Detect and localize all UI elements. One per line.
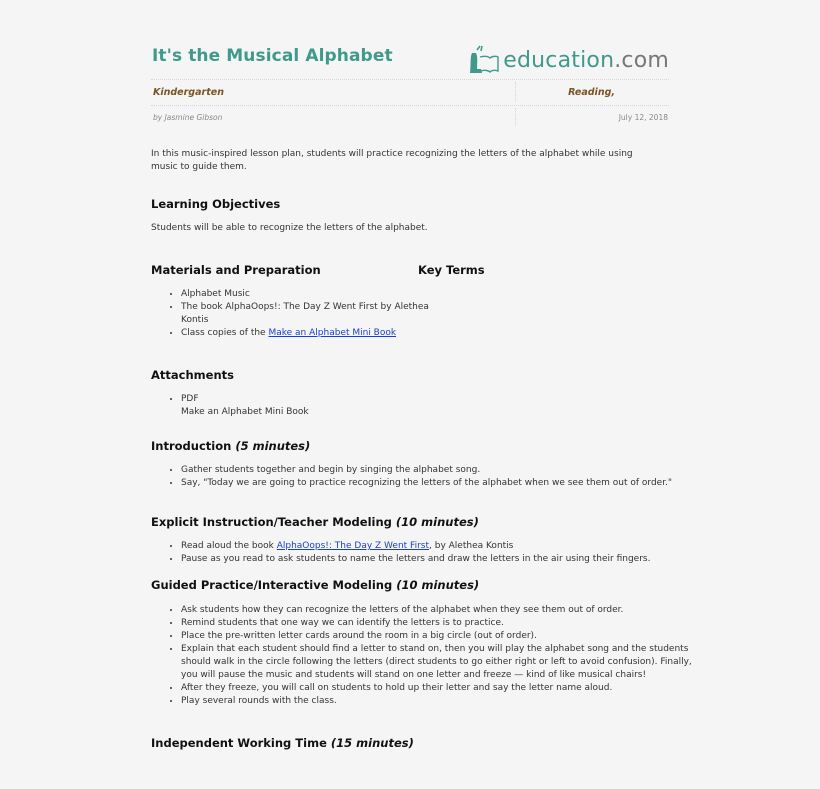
make-alphabet-mini-book-link[interactable]: Make an Alphabet Mini Book xyxy=(268,328,397,338)
page-title: It's the Musical Alphabet xyxy=(152,46,393,66)
list-item: • Pause as you read to ask students to name the letters and draw the letters in the air using their fingers. xyxy=(181,553,701,566)
grade-label: Kindergarten xyxy=(153,87,224,98)
learning-objectives-text: Students will be able to recognize the letters of the alphabet. xyxy=(151,223,428,233)
list-item: • Explain that each student should find a letter to stand on, then you will play the alphabet song and the students should walk in the circle following the letters (direct students to go either right or left to avoid confusion). Finally, you will pause the music and students will stand on one letter and freeze — kind of like musical chairs! xyxy=(181,643,693,682)
date-label: July 12, 2018 xyxy=(618,113,668,122)
list-item: • After they freeze, you will call on students to hold up their letter and say the letter name aloud. xyxy=(181,682,693,695)
education-com-logo[interactable] xyxy=(468,44,669,76)
list-item: • Gather students together and begin by singing the alphabet song. xyxy=(181,464,693,477)
guided-practice-heading: Guided Practice/Interactive Modeling (10 minutes) xyxy=(151,578,480,592)
list-item: • The book AlphaOops!: The Day Z Went First by Alethea Kontis xyxy=(181,301,441,327)
list-item: • Say, "Today we are going to practice recognizing the letters of the alphabet when we see them out of order." xyxy=(181,477,693,490)
list-item: • Remind students that one way we can identify the letters is to practice. xyxy=(181,617,693,630)
subject-label: Reading, xyxy=(568,87,615,98)
document-header xyxy=(151,44,669,76)
independent-working-heading: Independent Working Time (15 minutes) xyxy=(151,736,414,750)
learning-objectives-heading: Learning Objectives xyxy=(151,197,281,211)
logo-wordmark: education.com xyxy=(503,47,669,73)
list-item: • Alphabet Music xyxy=(181,288,441,301)
divider xyxy=(151,79,669,80)
list-item: • Read aloud the book AlphaOops!: The Day Z Went First, by Alethea Kontis xyxy=(181,540,701,553)
author-label: by Jasmine Gibson xyxy=(153,113,223,122)
introduction-heading: Introduction (5 minutes) xyxy=(151,439,311,453)
list-item: • Place the pre-written letter cards around the room in a big circle (out of order). xyxy=(181,630,693,643)
list-item: • Ask students how they can recognize the letters of the alphabet when they see them out of order. xyxy=(181,604,693,617)
attachment-type: PDF xyxy=(181,394,199,404)
attachments-list xyxy=(151,393,309,419)
materials-heading: Materials and Preparation xyxy=(151,263,321,277)
explicit-instruction-list xyxy=(151,540,701,566)
materials-list xyxy=(151,288,441,340)
divider xyxy=(151,105,669,106)
list-item: • Play several rounds with the class. xyxy=(181,695,693,708)
attachment-item[interactable] xyxy=(181,393,309,419)
attachment-name: Make an Alphabet Mini Book xyxy=(181,407,309,417)
divider xyxy=(515,108,516,126)
alphaoops-book-link[interactable]: AlphaOops!: The Day Z Went First xyxy=(276,541,430,551)
explicit-instruction-heading: Explicit Instruction/Teacher Modeling (10 minutes) xyxy=(151,515,479,529)
introduction-list xyxy=(151,464,693,490)
divider xyxy=(515,82,516,102)
book-reader-icon xyxy=(468,45,500,75)
intro-paragraph: In this music-inspired lesson plan, students will practice recognizing the letters of the alphabet while using music to guide them. xyxy=(151,149,633,172)
attachments-heading: Attachments xyxy=(151,368,234,382)
list-item: • Class copies of the Make an Alphabet Mini Book xyxy=(181,327,441,340)
key-terms-heading: Key Terms xyxy=(418,263,485,277)
guided-practice-list xyxy=(151,604,693,708)
